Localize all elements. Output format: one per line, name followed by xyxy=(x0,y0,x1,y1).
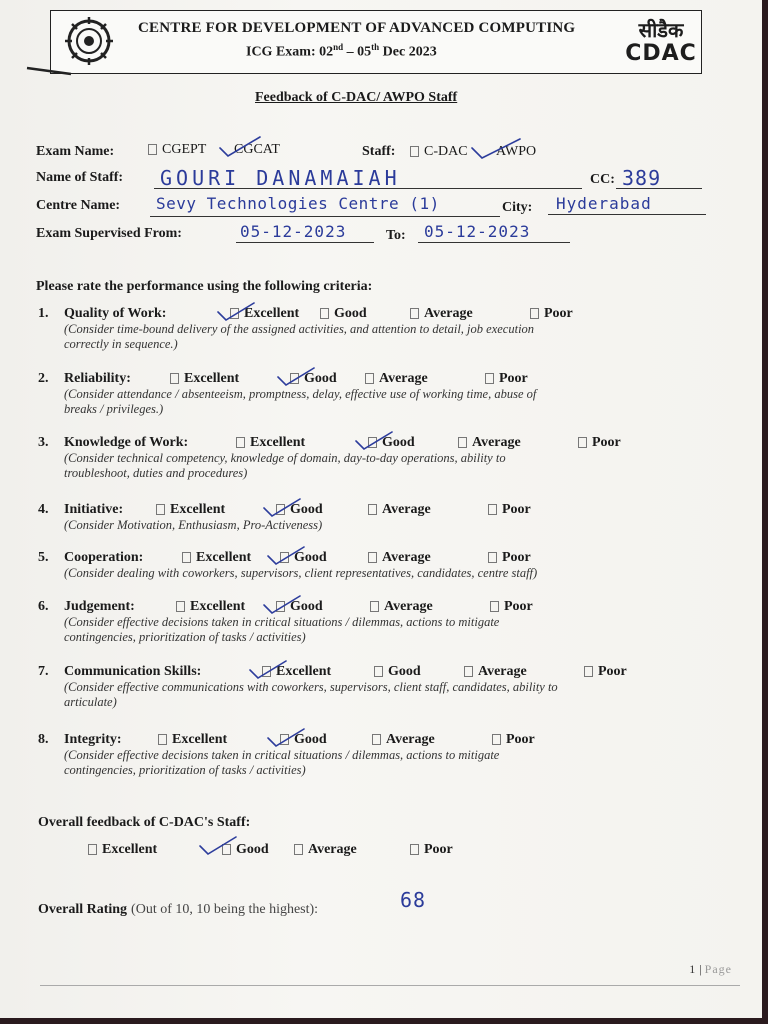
checkbox[interactable] xyxy=(410,146,419,157)
criterion-note: (Consider time-bound delivery of the assigned activities, and attention to detail, job execution xyxy=(64,322,535,336)
criterion-number: 5. xyxy=(38,550,49,565)
criterion-number: 6. xyxy=(38,599,49,614)
rating-option-good[interactable]: Good xyxy=(374,664,421,680)
checkbox[interactable] xyxy=(374,666,383,677)
checkbox[interactable] xyxy=(370,601,379,612)
overall-option-average[interactable]: Average xyxy=(294,842,357,858)
checkbox[interactable] xyxy=(368,552,377,563)
centre-name-label: Centre Name: xyxy=(36,198,121,213)
criterion-title: Cooperation: xyxy=(64,550,144,565)
overall-option-poor[interactable]: Poor xyxy=(410,842,453,858)
checkbox[interactable] xyxy=(176,601,185,612)
rating-option-poor[interactable]: Poor xyxy=(488,502,531,518)
rating-option-excellent[interactable]: Excellent xyxy=(230,306,299,322)
criterion-note: troubleshoot, duties and procedures) xyxy=(64,466,248,480)
criterion-note: articulate) xyxy=(64,695,117,709)
rating-option-average[interactable]: Average xyxy=(365,371,428,387)
criterion-title: Reliability: xyxy=(64,371,131,386)
supervised-from-value[interactable]: 05-12-2023 xyxy=(240,222,347,241)
underline xyxy=(236,242,374,243)
checkbox[interactable] xyxy=(372,734,381,745)
overall-option-excellent[interactable]: Excellent xyxy=(88,842,157,858)
rating-option-excellent[interactable]: Excellent xyxy=(158,732,227,748)
criterion-title: Integrity: xyxy=(64,732,122,747)
criterion-note: (Consider effective communications with coworkers, supervisors, client staff, candidates, ability to xyxy=(64,680,558,694)
checkbox[interactable] xyxy=(488,504,497,515)
centre-name-value[interactable]: Sevy Technologies Centre (1) xyxy=(156,194,440,213)
name-of-staff-value[interactable]: GOURI DANAMAIAH xyxy=(160,166,401,190)
rating-option-good[interactable]: Good xyxy=(280,550,327,566)
rating-option-excellent[interactable]: Excellent xyxy=(156,502,225,518)
footer-line xyxy=(40,985,740,986)
overall-rating-value[interactable]: 68 xyxy=(400,888,427,912)
checkmark-icon xyxy=(198,834,238,858)
checkbox[interactable] xyxy=(158,734,167,745)
checkmark-icon xyxy=(266,726,306,750)
exam-name-label: Exam Name: xyxy=(36,144,115,159)
city-label: City: xyxy=(502,200,533,215)
exam-option-cgcat[interactable]: CGCAT xyxy=(234,142,280,157)
criterion-title: Knowledge of Work: xyxy=(64,435,189,450)
overall-rating-label: Overall Rating xyxy=(38,902,128,917)
checkbox[interactable] xyxy=(410,308,419,319)
checkbox[interactable] xyxy=(410,844,419,855)
criterion-note: correctly in sequence.) xyxy=(64,337,178,351)
checkmark-icon xyxy=(276,365,316,389)
rating-option-poor[interactable]: Poor xyxy=(485,371,528,387)
city-value[interactable]: Hyderabad xyxy=(556,194,652,213)
checkbox[interactable] xyxy=(236,437,245,448)
criterion-note: (Consider Motivation, Enthusiasm, Pro-Activeness) xyxy=(64,518,323,532)
criterion-note: (Consider effective decisions taken in critical situations / dilemmas, actions to mitigate xyxy=(64,748,500,762)
checkbox[interactable] xyxy=(156,504,165,515)
cdac-logo: सीडैक CDAC xyxy=(625,18,697,66)
staff-option-awpo[interactable]: AWPO xyxy=(496,144,537,159)
criterion-note: (Consider attendance / absenteeism, promptness, delay, effective use of working time, abuse of xyxy=(64,387,537,401)
to-label: To: xyxy=(386,228,406,243)
rating-option-poor[interactable]: Poor xyxy=(492,732,535,748)
checkbox[interactable] xyxy=(464,666,473,677)
instructions: Please rate the performance using the following criteria: xyxy=(36,279,373,294)
rating-option-poor[interactable]: Poor xyxy=(578,435,621,451)
underline xyxy=(154,188,582,189)
checkbox[interactable] xyxy=(492,734,501,745)
organization-name: CENTRE FOR DEVELOPMENT OF ADVANCED COMPUTING xyxy=(138,20,576,36)
checkbox[interactable] xyxy=(368,504,377,515)
criterion-title: Quality of Work: xyxy=(64,306,167,321)
rating-option-excellent[interactable]: Excellent xyxy=(170,371,239,387)
cc-value[interactable]: 389 xyxy=(622,166,662,190)
checkbox[interactable] xyxy=(578,437,587,448)
rating-option-average[interactable]: Average xyxy=(372,732,435,748)
to-value[interactable]: 05-12-2023 xyxy=(424,222,531,241)
supervised-from-label: Exam Supervised From: xyxy=(36,226,182,241)
rating-option-good[interactable]: Good xyxy=(276,599,323,615)
rating-option-poor[interactable]: Poor xyxy=(488,550,531,566)
rating-option-good[interactable]: Good xyxy=(280,732,327,748)
checkmark-icon xyxy=(262,593,302,617)
criterion-number: 3. xyxy=(38,435,49,450)
criterion-note: (Consider dealing with coworkers, supervisors, client representatives, candidates, centre staff) xyxy=(64,566,538,580)
cc-label: CC: xyxy=(590,172,615,187)
criterion-note: (Consider effective decisions taken in critical situations / dilemmas, actions to mitigate xyxy=(64,615,500,629)
rating-option-poor[interactable]: Poor xyxy=(584,664,627,680)
page-number: 1 | Page xyxy=(689,962,732,976)
criterion-number: 7. xyxy=(38,664,49,679)
rating-option-excellent[interactable]: Excellent xyxy=(182,550,251,566)
rating-option-good[interactable]: Good xyxy=(368,435,415,451)
rating-option-good[interactable]: Good xyxy=(276,502,323,518)
rating-option-excellent[interactable]: Excellent xyxy=(262,664,331,680)
rating-option-good[interactable]: Good xyxy=(290,371,337,387)
rating-option-average[interactable]: Average xyxy=(370,599,433,615)
pen-stroke-mark xyxy=(25,62,75,78)
staff-label: Staff: xyxy=(362,144,396,159)
criterion-title: Communication Skills: xyxy=(64,664,202,679)
underline xyxy=(418,242,570,243)
checkbox[interactable] xyxy=(182,552,191,563)
name-of-staff-label: Name of Staff: xyxy=(36,170,124,185)
criterion-note: contingencies, prioritization of tasks / activities) xyxy=(64,630,306,644)
checkbox[interactable] xyxy=(365,373,374,384)
checkmark-icon xyxy=(354,429,394,453)
criterion-note: contingencies, prioritization of tasks / activities) xyxy=(64,763,306,777)
criterion-note: breaks / privileges.) xyxy=(64,402,164,416)
checkbox[interactable] xyxy=(530,308,539,319)
rating-option-excellent[interactable]: Excellent xyxy=(236,435,305,451)
checkmark-icon xyxy=(470,136,522,162)
rating-option-average[interactable]: Average xyxy=(368,550,431,566)
checkmark-icon xyxy=(266,544,306,568)
exam-dates: ICG Exam: 02nd – 05th Dec 2023 xyxy=(246,42,437,60)
checkbox[interactable] xyxy=(584,666,593,677)
overall-feedback-label: Overall feedback of C-DAC's Staff: xyxy=(38,815,251,830)
checkbox[interactable] xyxy=(458,437,467,448)
rating-option-poor[interactable]: Poor xyxy=(530,306,573,322)
criterion-number: 8. xyxy=(38,732,49,747)
coast-guard-emblem-icon xyxy=(62,14,116,68)
underline xyxy=(616,188,702,189)
checkmark-icon xyxy=(248,658,288,682)
rating-option-poor[interactable]: Poor xyxy=(490,599,533,615)
rating-option-good[interactable]: Good xyxy=(320,306,367,322)
checkmark-icon xyxy=(218,134,262,160)
criterion-title: Initiative: xyxy=(64,502,124,517)
checkmark-icon xyxy=(262,496,302,520)
checkbox[interactable] xyxy=(88,844,97,855)
staff-option-cdac[interactable]: C-DAC xyxy=(410,144,468,160)
criterion-number: 2. xyxy=(38,371,49,386)
rating-option-average[interactable]: Average xyxy=(464,664,527,680)
checkbox[interactable] xyxy=(148,144,157,155)
overall-rating-hint: (Out of 10, 10 being the highest): xyxy=(131,902,319,917)
rating-option-average[interactable]: Average xyxy=(368,502,431,518)
rating-option-average[interactable]: Average xyxy=(410,306,473,322)
criterion-number: 1. xyxy=(38,306,49,321)
rating-option-excellent[interactable]: Excellent xyxy=(176,599,245,615)
checkbox[interactable] xyxy=(170,373,179,384)
criterion-note: (Consider technical competency, knowledge of domain, day-to-day operations, ability to xyxy=(64,451,506,465)
criterion-number: 4. xyxy=(38,502,49,517)
overall-option-good[interactable]: Good xyxy=(222,842,269,858)
checkmark-icon xyxy=(216,300,256,324)
overall-rating-row xyxy=(38,900,318,918)
checkbox[interactable] xyxy=(485,373,494,384)
checkbox[interactable] xyxy=(488,552,497,563)
form-title: Feedback of C-DAC/ AWPO Staff xyxy=(255,90,458,105)
rating-option-average[interactable]: Average xyxy=(458,435,521,451)
checkbox[interactable] xyxy=(294,844,303,855)
exam-name-row xyxy=(36,142,114,160)
checkbox[interactable] xyxy=(320,308,329,319)
criterion-title: Judgement: xyxy=(64,599,135,614)
exam-option-cgept[interactable]: CGEPT xyxy=(148,142,206,158)
underline xyxy=(548,214,706,215)
underline xyxy=(150,216,500,217)
checkbox[interactable] xyxy=(490,601,499,612)
